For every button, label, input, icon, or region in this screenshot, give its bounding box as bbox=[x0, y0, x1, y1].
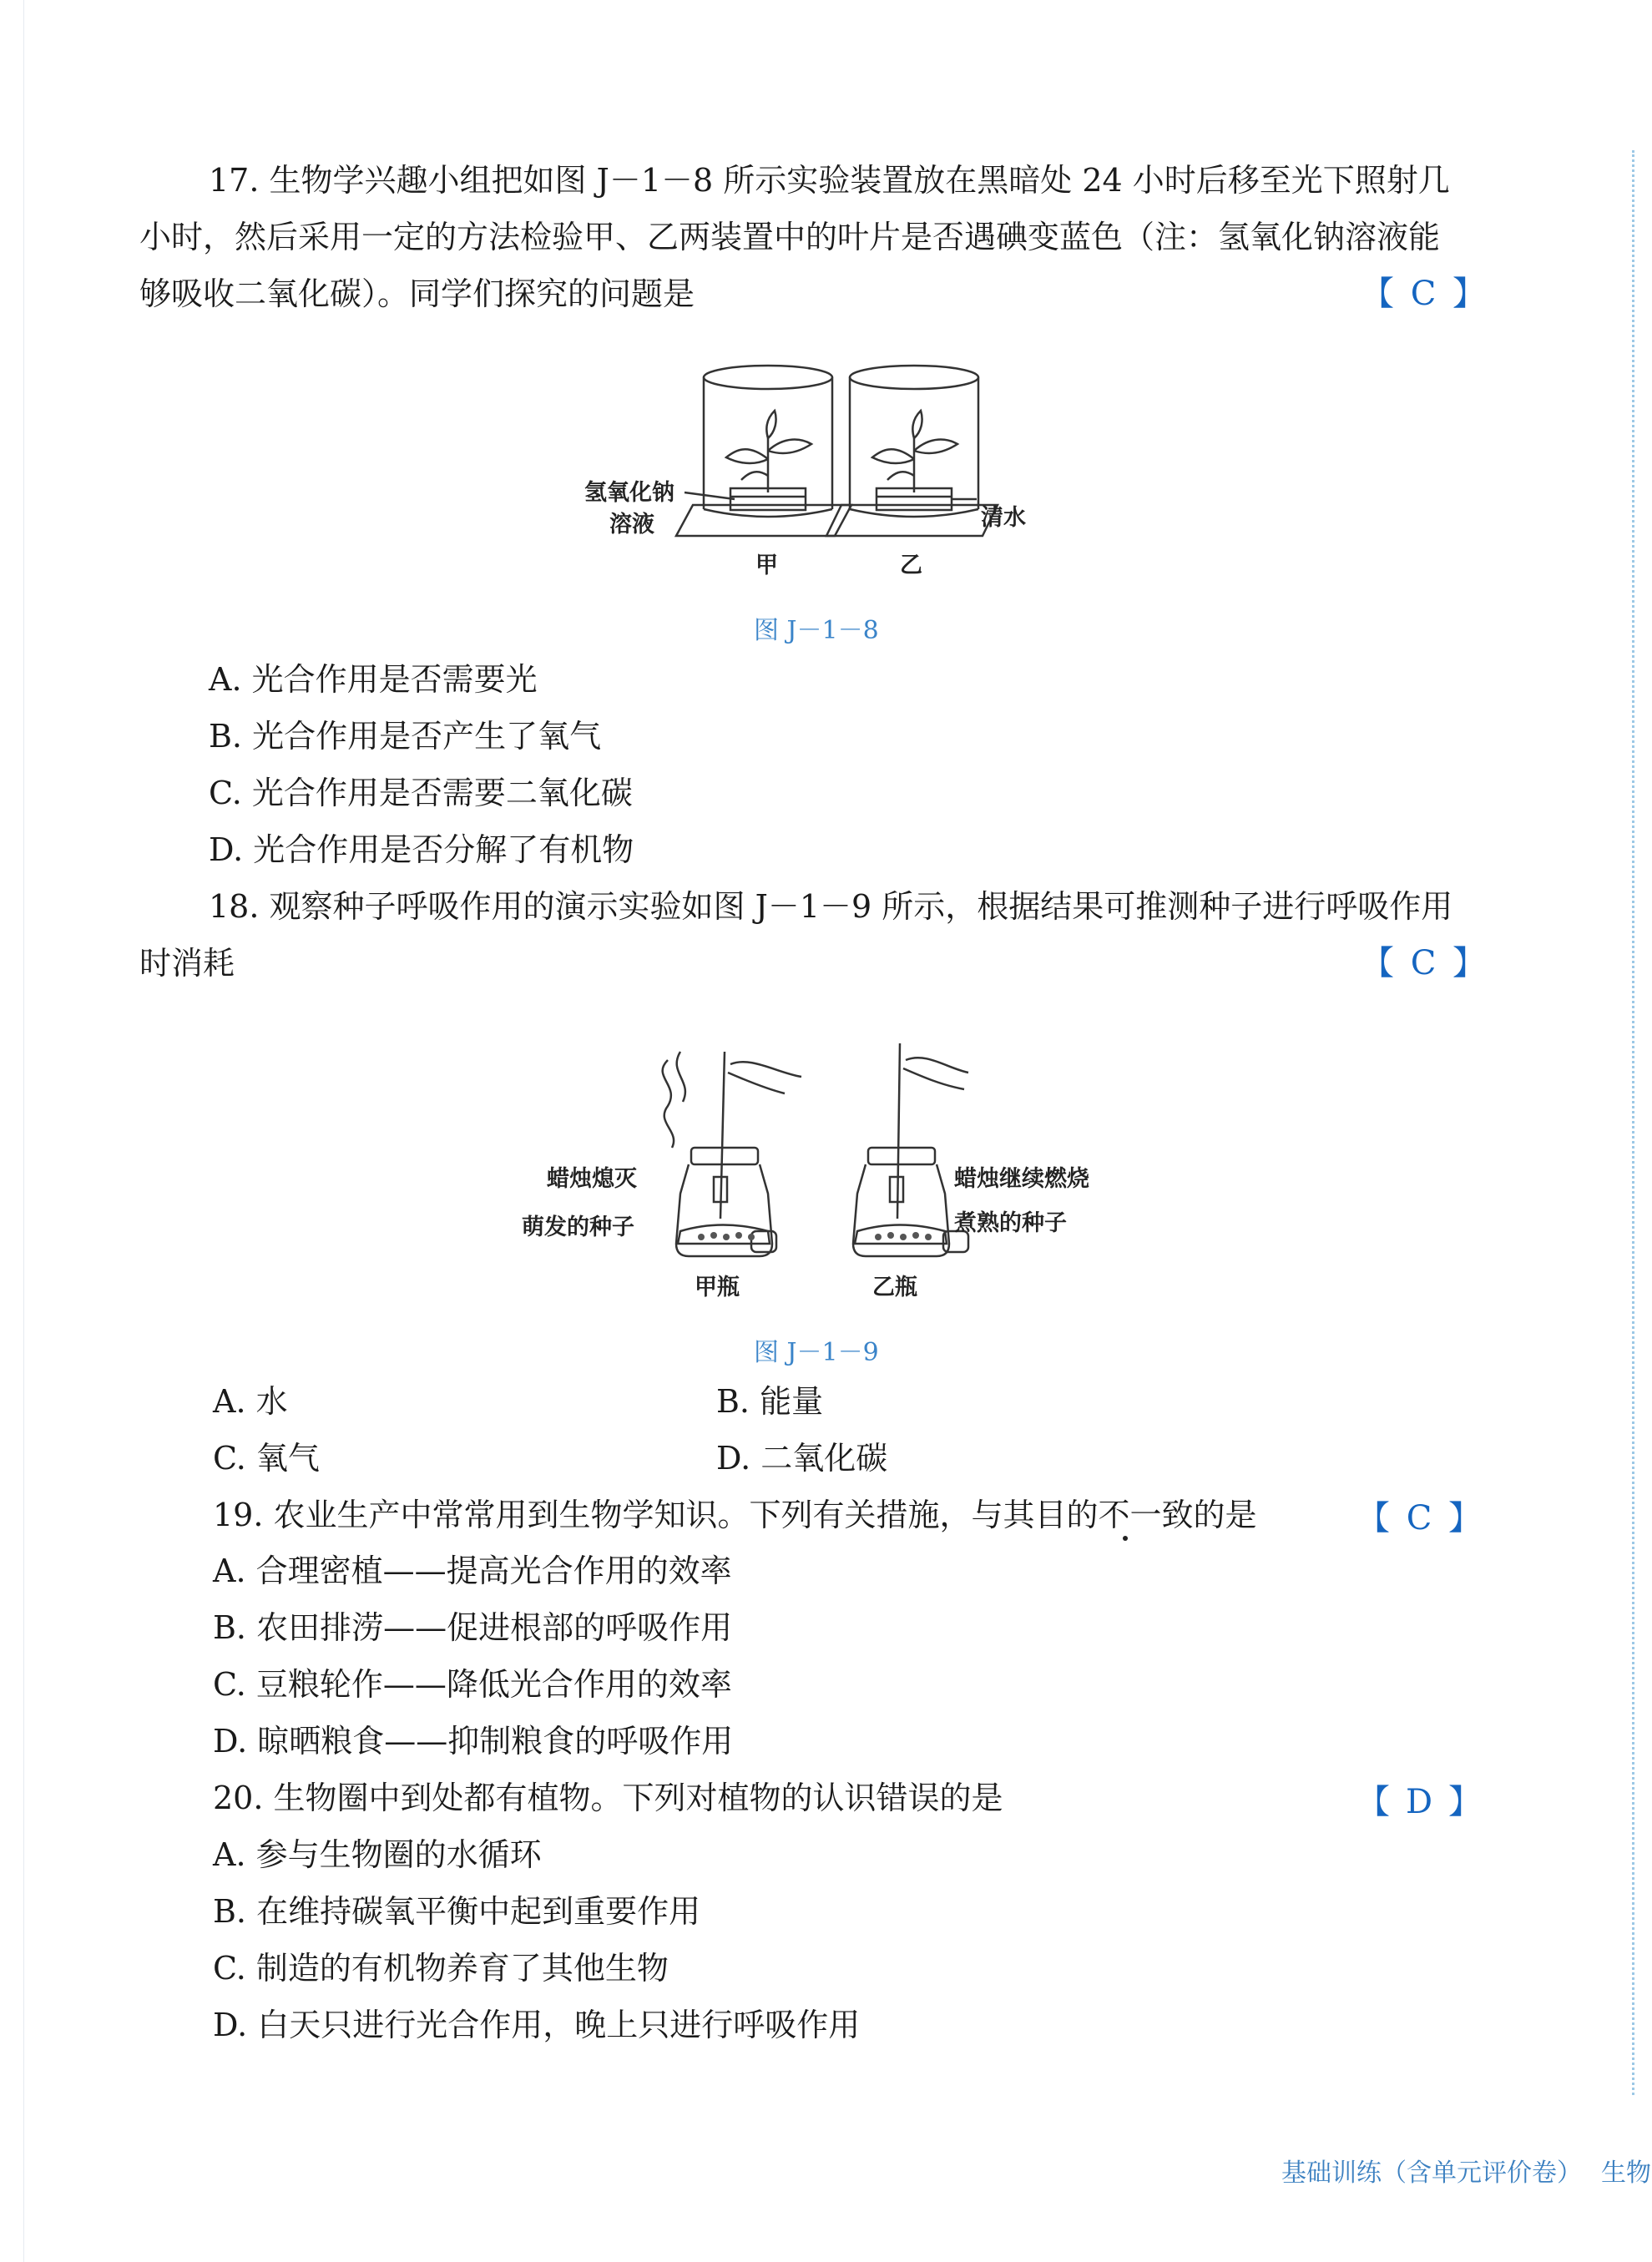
fig9-label-seeds-sprout: 萌发的种子 bbox=[522, 1214, 634, 1240]
page-edge bbox=[23, 0, 24, 2262]
q18-option-a: A. 水 bbox=[213, 1383, 288, 1420]
q17-option-d: D. 光合作用是否分解了有机物 bbox=[209, 831, 634, 868]
q20-option-a: A. 参与生物圈的水循环 bbox=[213, 1836, 542, 1873]
q17-stem-line-1: 17. 生物学兴趣小组把如图 J－1－8 所示实验装置放在黑暗处 24 小时后移至光下照射几 bbox=[209, 162, 1450, 199]
q18-answer: C bbox=[1410, 944, 1437, 982]
q19-answer: C bbox=[1406, 1499, 1432, 1537]
fig9-label-seeds-cooked: 煮熟的种子 bbox=[954, 1210, 1067, 1236]
fig9-label-yi: 乙瓶 bbox=[872, 1275, 917, 1300]
q19-option-c: C. 豆粮轮作——降低光合作用的效率 bbox=[213, 1666, 732, 1703]
q20-option-c: C. 制造的有机物养育了其他生物 bbox=[213, 1950, 669, 1987]
q17-answer: C bbox=[1410, 275, 1437, 313]
fig9-label-candle-burn: 蜡烛继续燃烧 bbox=[954, 1166, 1089, 1192]
fig9-label-candle-out: 蜡烛熄灭 bbox=[547, 1166, 637, 1192]
q18-stem-line-2: 时消耗 bbox=[139, 945, 235, 982]
fig8-label-naoh-2: 溶液 bbox=[609, 512, 654, 538]
q18-option-d: D. 二氧化碳 bbox=[716, 1440, 888, 1477]
fig8-label-yi: 乙 bbox=[900, 553, 922, 578]
q18-option-c: C. 氧气 bbox=[213, 1440, 320, 1477]
q20-stem: 20. 生物圈中到处都有植物。下列对植物的认识错误的是 bbox=[213, 1780, 1003, 1816]
q20-answer-bracket: 【 D 】 bbox=[1356, 1783, 1482, 1821]
q18-option-b: B. 能量 bbox=[716, 1383, 824, 1420]
q18-answer-bracket: 【 C 】 bbox=[1361, 944, 1486, 982]
fig8-label-naoh-1: 氢氧化钠 bbox=[584, 480, 674, 506]
q20-answer: D bbox=[1405, 1783, 1433, 1821]
q19-answer-bracket: 【 C 】 bbox=[1356, 1499, 1482, 1537]
q20-option-b: B. 在维持碳氧平衡中起到重要作用 bbox=[213, 1893, 701, 1930]
q17-option-b: B. 光合作用是否产生了氧气 bbox=[209, 718, 602, 755]
fig8-label-jia: 甲 bbox=[755, 553, 778, 578]
q19-option-d: D. 晾晒粮食——抑制粮食的呼吸作用 bbox=[213, 1723, 734, 1760]
footer-subject: 生物 bbox=[1601, 2158, 1651, 2188]
footer-book-title: 基础训练（含单元评价卷） bbox=[1281, 2158, 1582, 2188]
q19-option-b: B. 农田排涝——促进根部的呼吸作用 bbox=[213, 1609, 733, 1646]
fig9-label-jia: 甲瓶 bbox=[695, 1275, 740, 1300]
q19-stem: 19. 农业生产中常常用到生物学知识。下列有关措施，与其目的不一致的是 bbox=[213, 1497, 1257, 1533]
q19-option-a: A. 合理密植——提高光合作用的效率 bbox=[213, 1553, 732, 1589]
q17-stem-line-3: 够吸收二氧化碳）。同学们探究的问题是 bbox=[139, 275, 695, 312]
figure-j-1-9 bbox=[634, 1027, 985, 1277]
figure-caption-j-1-8: 图 J－1－8 bbox=[754, 616, 879, 645]
figure-j-1-8 bbox=[576, 359, 1043, 584]
fig8-label-water: 清水 bbox=[981, 505, 1026, 531]
q17-stem-line-2: 小时，然后采用一定的方法检验甲、乙两装置中的叶片是否遇碘变蓝色（注：氢氧化钠溶液能 bbox=[139, 219, 1441, 255]
q20-option-d: D. 白天只进行光合作用，晚上只进行呼吸作用 bbox=[213, 2007, 861, 2043]
q17-answer-bracket: 【 C 】 bbox=[1361, 275, 1486, 313]
figure-caption-j-1-9: 图 J－1－9 bbox=[754, 1338, 879, 1367]
q18-stem-line-1: 18. 观察种子呼吸作用的演示实验如图 J－1－9 所示，根据结果可推测种子进行呼吸作用 bbox=[209, 888, 1453, 925]
margin-rule bbox=[1632, 150, 1634, 2095]
q17-option-a: A. 光合作用是否需要光 bbox=[209, 661, 538, 698]
q17-option-c: C. 光合作用是否需要二氧化碳 bbox=[209, 775, 633, 811]
emphasis-dot bbox=[1123, 1536, 1128, 1541]
